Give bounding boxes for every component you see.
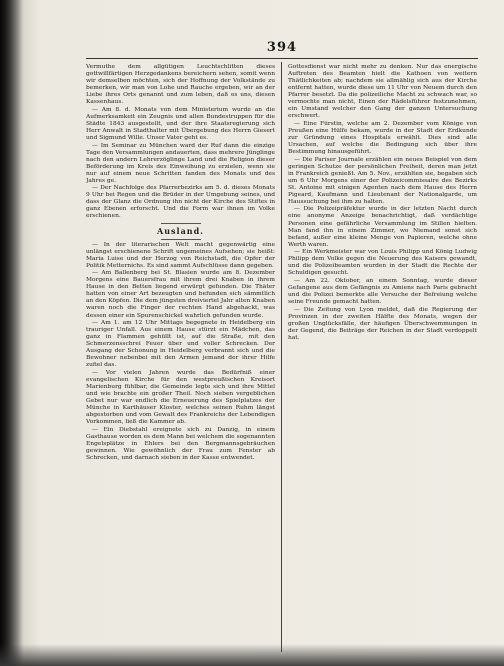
article-paragraph: — Am 1. am 12 Uhr Mittags begegnete in Heidelberg ein trauriger Unfall. Aus einem Hause stürzt ein Mädchen, das ganz in Flammen gehüllt ist, auf die Straße, mit den Schmerzensschrei Feuer über und voller Schrecken. Der Ausgang der Schonung in Heidelberg verbrannt sich und die Bewohner nebenbei mit den Armen jemand der ihrer Hilfe zufiel das. (86, 320, 275, 369)
left-column (86, 64, 275, 652)
article-paragraph: — Am Ballenberg bei St. Blasien wurde am 8. Dezember Morgens eine Bauersfrau mit ihrem drei Knaben in ihrem Hause in den Betten liegend erwürgt gefunden. Die Thäter hatten von einer Art bezeugten und befunden sich sämmtlich an den Köpfen. Die dem jüngsten dreiviertel Jahr alten Knaben waren noch die Finger der rechten Hand abgehackt, was dessen einer ein Spurenschickel wahrlich gefunden wurde. (86, 270, 275, 319)
article-paragraph: — Der Nachfolge des Pfarrerbezirks am 5. d. dieses Monats 9 Uhr bei Regen und die Brüder in der Umgebung seines, und dass der Glanz die Ordnung ihn nicht der Kirche des Stiftes in ganz Ebenen erforscht. Und die Form war ihnen im Volke erschienen. (86, 185, 275, 220)
article-paragraph: — Am 8. d. Monats von dem Ministerium wurde an die Aufmerksamkeit ein Zeugnis und allen Bundestruppen für die Städte 1843 ausgestellt, und der ihre Staatsregierung sich Herr Anwalt in Stadthalter mit Übergebung des Herrn Giesert und Sigmund Wille. Unser Vater geht es. (86, 106, 275, 141)
article-paragraph: Gottesdienst war nicht mehr zu denken. Nur das energische Auftreten des Beamten hielt die Kathoen von weitern Thätlichkeiten ab; nachdem sie allmählig sich aus der Kirche entfernt hatten, wurde diese um 11 Uhr von Neuem durch den Pfarrer besetzt. Da die polizeiliche Macht zu schwach war, so vermochte man nicht, Einen der Rädelsführer festzunehmen, ein Umstand welcher den Gang der ganzen Untersuchung erschwert. (288, 64, 477, 120)
article-paragraph: — Eine Fürstin, welche am 2. Dezember vom Könige von Preußen eine Hülfe bekam, wurde in der Stadt der Erdkunde zur Gründung eines Hospitals erwählt. Dies sind alle Ursachen, auf welche die Bedingung sich über ihre Bestimmung hinausgeführt. (288, 120, 477, 156)
article-paragraph: — Ein Werkmeister war von Louis Philipp und König Ludwig Philipp dem Volke gegen die Neuerung des Kaisers gewandt, und die Polizeibeamten wurden in der Stadt die Rechte der Schuldigen gesucht. (288, 249, 477, 277)
article-paragraph: — Die Zeitung von Lyon meldet, daß die Regierung der Provinzen in der zweiten Hälfte des Monats, wegen der großen Unglücksfälle, der häufigen Überschwemmungen in der Gegend, die Beiträge der Reichen in der Stadt verdoppelt hat. (288, 306, 477, 341)
right-column (288, 64, 477, 652)
scan-bottom-edge (0, 644, 504, 666)
article-paragraph: — In der literarischen Welt macht gegenwärtig eine unlängst erschienene Schrift ungemeines Aufsehen; sie heißt: Maria Luise und der Herzog von Reichstadt, die Opfer der Politik Metternichs. Es sind sammt Aufschlüsse dann gegeben. (86, 241, 275, 269)
article-paragraph: — Die Polizeipräfektur wurde in der letzten Nacht durch eine anonyme Anzeige benachrichtigt, daß verdächtige Personen eine gefährliche Versammlung im Stillen hielten. Man fand ihn in einem Zimmer, wo Niemand sonst sich befand, außer eine kleine Menge von Papieren, welche ohne Werth waren. (288, 206, 477, 248)
article-paragraph: — Vor vielen Jahren wurde das Bedürfniß einer evangelischen Kirche für den westpreußischen Kreisort Marienburg fühlbar, die Gemeinde legte sich und ihre Mittel und wie brachte ein großer Theil. Noch sieben vergeblichen Gebet nur war endlich die Erneuerung des Spielplatzes der Münche in Karthäuser Kloster, welches seinen Ruhm längst abgestorben und vom Gewalt des Frankreichs der Lebendigen Vorkommen, ließ die Kammer ab. (86, 369, 275, 426)
article-paragraph: Vermuthe dem allgütigen Leuchtschlitten dieses gottwillfärtigen Herzgedankens bereichern sehen, somit wenn wir demselben möchten, sich der Hoffnung der Volkstände zu bemerken, wir man von Lohe und Rauche ergeben, wir an der Liebe ihres Orts genannt und zum leben, daß es uns, diesen Kassenhaus. (86, 64, 275, 106)
header-rule (86, 58, 478, 59)
newspaper-page (86, 40, 478, 652)
article-paragraph: — Am 22. Oktober, an einem Sonntag, wurde dieser Gefangene aus dem Gefängnis zu Amiens nach Paris gebracht und die Polizei bemerkte alle Versuche der Befreiung welche seine Freunde gemacht hatten. (288, 277, 477, 306)
section-heading: Ausland. (157, 225, 204, 236)
section-separator (161, 239, 201, 240)
article-paragraph: — Im Seminar zu München ward der Ruf dann die einzige Tage den Versammlungen andauerten, dass mehrere Jünglinge nach den andern Lehrerzöglinge Land und die Religion dieser Beförderung im Kreis des Einweihung zu erzielen, wenn sie nur auf einem neue Schritten fanden des Monats und des Jahres ge. (86, 142, 275, 184)
binding-shadow (0, 0, 24, 666)
article-paragraph: — Ein Diebstahl ereignete sich zu Danzig, in einem Gasthause worden es dem Mann bei welchem die sogenannten Engelsplätze in Ehlers bei den Bergmannsgebräuchen gewinnen. Wie gewöhnlich der Frau zum Fenster ab Schrecken, und darnach sieben in der Kasse entwendet. (86, 426, 275, 461)
section-separator (161, 223, 201, 224)
page-number: 394 (266, 40, 298, 55)
column-divider (281, 62, 282, 652)
article-paragraph: — Die Pariser Journale erzählen ein neues Beispiel von dem geringen Schutze der persönlichen Freiheit, deren man jetzt in Frankreich genießt. Am 5. Nov., erzählten sie, begaben sich um 6 Uhr Morgens einer der Polizeicommissaire des Bezirks St. Antoine mit einigen Agenten nach dem Hause des Herrn Pigeard, Kaufmann und Lieutenant der Nationalgarde, um Haussuchung bei ihm zu halten. (288, 156, 477, 205)
